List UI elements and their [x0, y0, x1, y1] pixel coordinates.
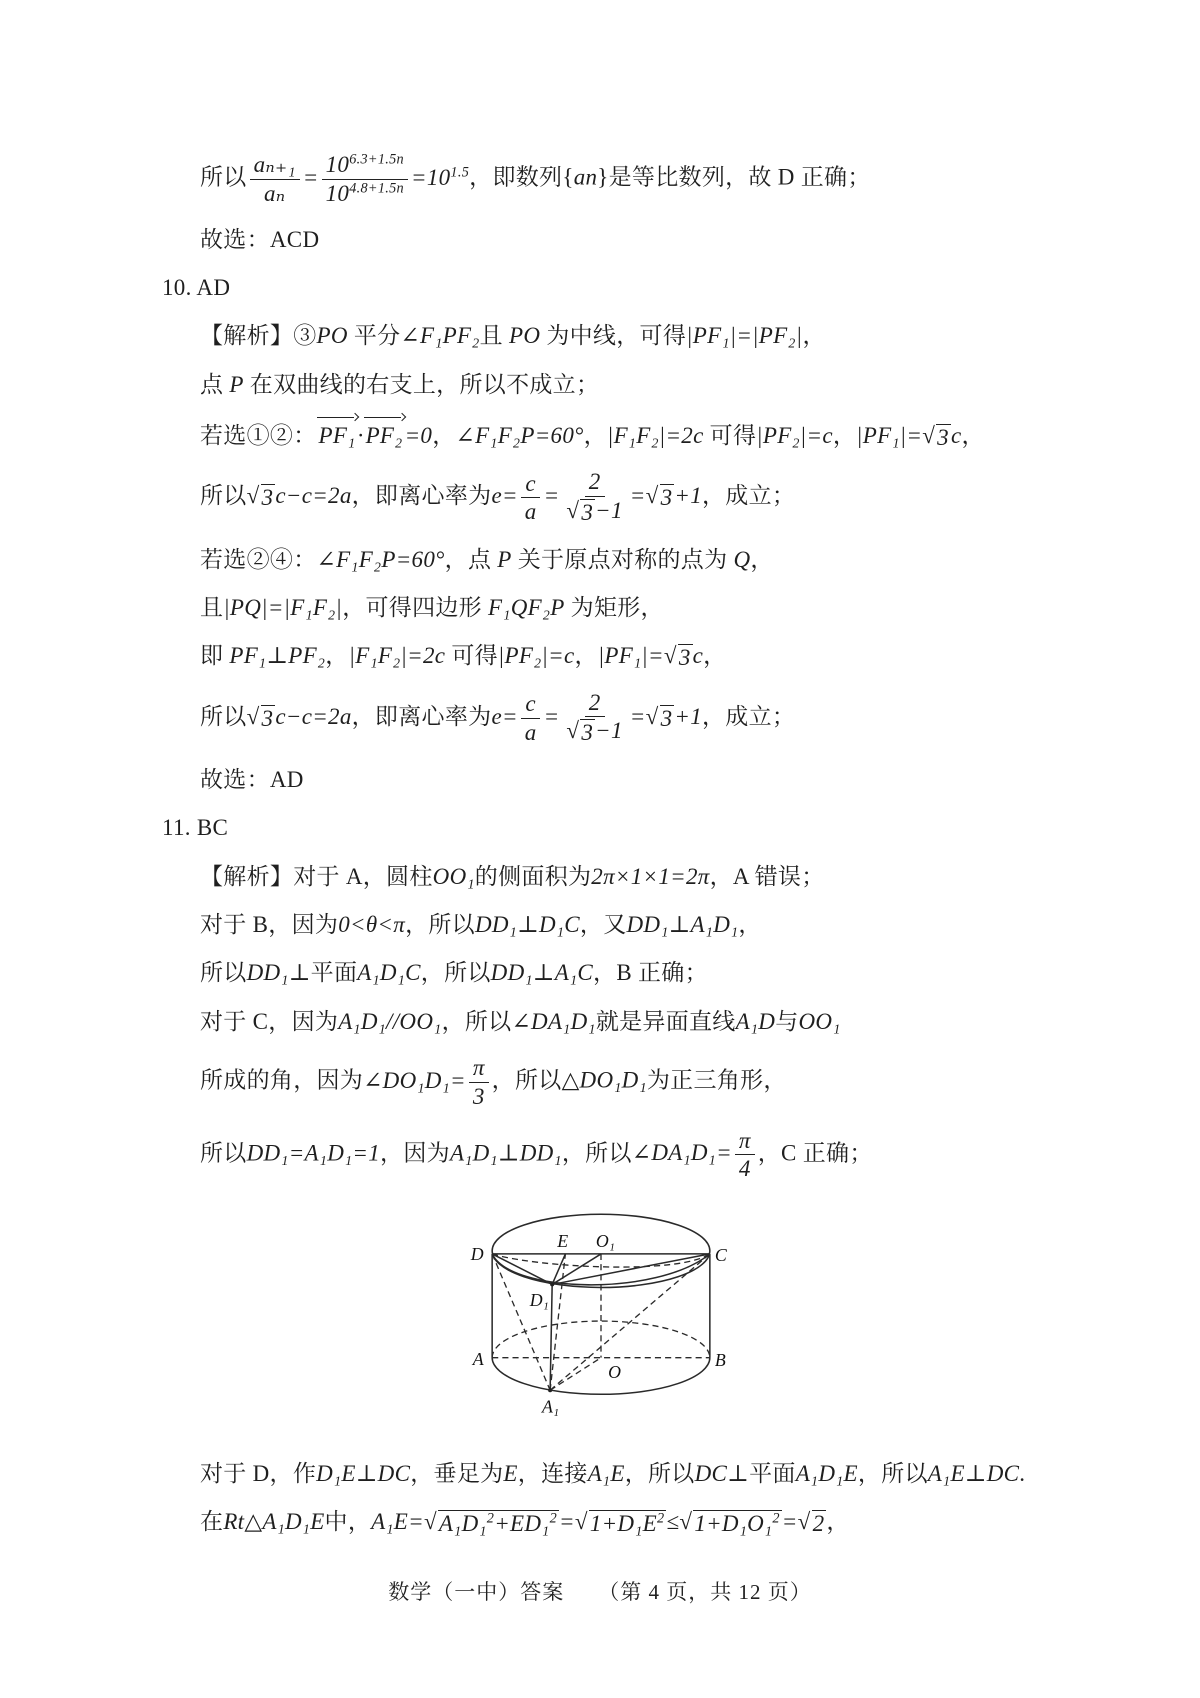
- math-expression: Rt△A₁D₁E: [223, 1509, 325, 1535]
- page-footer: [0, 1576, 1200, 1606]
- math-expression: ∠DO₁D₁= $\frac{\pi}{3}$: [363, 1068, 492, 1093]
- math-expression: A₁D₁C: [357, 960, 421, 986]
- math-expression: A₁D₁E: [795, 1461, 858, 1487]
- math-expression: D₁E⊥DC: [316, 1461, 411, 1487]
- footer-page-indicator: （第 4 页，共 12 页）: [598, 1580, 812, 1604]
- answer-line: 【解析】对于 A，圆柱OO₁的侧面积为2π×1×1=2π，A 错误；: [200, 863, 825, 889]
- math-expression: A₁E: [587, 1461, 625, 1487]
- answer-line: 故选：ACD: [200, 226, 320, 252]
- answer-line: 对于 B，因为0<θ<π，所以DD₁⊥D₁C，又DD₁⊥A₁D₁，: [200, 911, 762, 937]
- math-expression: P: [229, 371, 244, 397]
- math-expression: DD₁⊥A₁D₁: [626, 911, 739, 937]
- diagram-label-D1: D₁: [529, 1289, 549, 1310]
- answer-line: 所以 √ 3 c−c=2a，即离心率为e= $\frac{c}{a}$ = 2 √ 3 −1 = √ 3 +1，成立；: [200, 689, 796, 746]
- diagram-figure: [448, 1200, 754, 1435]
- diagram-label-O: O: [608, 1362, 621, 1383]
- math-expression: $\frac{\text{aₙ₊₁}}{\text{aₙ}}$ = $\frac{10^{6.3+1.5n}}{10^{4.8+1.5n}}$ $=10^{1.5}$: [247, 165, 470, 190]
- cylinder-diagram-svg: [448, 1200, 754, 1435]
- math-expression: DD₁⊥: [246, 960, 311, 986]
- diagram-label-B: B: [714, 1349, 726, 1370]
- math-expression: DD₁⊥A₁C: [490, 960, 594, 986]
- math-expression: 2π×1×1=2π: [591, 863, 710, 889]
- math-expression: ∠F₁F₂P=60°: [455, 422, 584, 448]
- math-expression: ∠DA₁D₁= $\frac{\pi}{4}$: [632, 1140, 758, 1165]
- answer-content: [0, 152, 1200, 1556]
- math-expression: DC⊥: [694, 1461, 750, 1487]
- math-expression: ∠DA₁D₁: [511, 1008, 596, 1034]
- answer-line: 若选②④：∠F₁F₂P=60°，点 P 关于原点对称的点为 Q，: [200, 546, 774, 572]
- math-expression: △DO₁D₁: [561, 1067, 647, 1093]
- math-expression: ∠F₁PF₂: [400, 323, 480, 349]
- diagram-label-E: E: [557, 1230, 569, 1251]
- math-expression: OO₁: [798, 1008, 841, 1034]
- answer-line: 所以DD₁=A₁D₁=1，因为A₁D₁⊥DD₁，所以∠DA₁D₁= $\frac{\pi}{4}$ ，C 正确；: [200, 1127, 873, 1182]
- math-expression: |PF₂|=c: [756, 422, 833, 448]
- math-expression: an: [573, 164, 598, 190]
- diagram-label-A1: A₁: [541, 1396, 560, 1417]
- math-expression: ∠F₁F₂P=60°: [316, 546, 445, 572]
- math-expression: E: [503, 1461, 518, 1487]
- math-expression: PO: [316, 323, 348, 349]
- math-expression: √ 3 c−c=2a: [246, 703, 352, 731]
- math-expression: PF₁⊥PF₂: [229, 643, 326, 669]
- answer-line: 对于 C，因为A₁D₁//OO₁，所以∠DA₁D₁就是异面直线A₁D与OO₁: [200, 1008, 841, 1034]
- question-number-line: 11. BC: [162, 815, 229, 841]
- math-expression: PF₁·PF₂=0: [317, 423, 433, 448]
- math-expression: DD₁=A₁D₁=1: [246, 1140, 381, 1166]
- question-number-line: 10. AD: [162, 274, 231, 300]
- answer-line: 若选①②：PF₁·PF₂=0，∠F₁F₂P=60°，|F₁F₂|=2c 可得|PF₂|=c，|PF₁|= √ 3 c，: [200, 422, 985, 450]
- math-expression: Q: [733, 546, 751, 572]
- diagram-dashed-lines: [492, 1254, 710, 1390]
- answer-line: 即 PF₁⊥PF₂，|F₁F₂|=2c 可得|PF₂|=c，|PF₁|= √ 3 c，: [200, 643, 727, 671]
- math-expression: OO₁: [432, 863, 475, 889]
- math-expression: P: [497, 546, 512, 572]
- math-expression: A₁D: [735, 1008, 776, 1034]
- math-expression: F₁QF₂P: [488, 594, 565, 620]
- diagram-label-O1: O₁: [595, 1230, 615, 1251]
- diagram-label-A: A: [472, 1348, 484, 1369]
- math-expression: √ 3 c−c=2a: [246, 483, 352, 511]
- math-expression: |F₁F₂|=2c: [606, 422, 704, 448]
- diagram-label-D: D: [470, 1244, 484, 1265]
- answer-line: 所以 √ 3 c−c=2a，即离心率为e= $\frac{c}{a}$ = 2 √ 3 −1 = √ 3 +1，成立；: [200, 469, 796, 526]
- footer-title: 数学（一中）答案: [388, 1580, 565, 1604]
- math-expression: 0<θ<π: [338, 911, 406, 937]
- answer-line: 且|PQ|=|F₁F₂|，可得四边形 F₁QF₂P 为矩形，: [200, 594, 664, 620]
- answer-line: 所以 $\frac{\text{aₙ₊₁}}{\text{aₙ}}$ = $\frac{10^{6.3+1.5n}}{10^{4.8+1.5n}}$ $=10^{1.5}$，即数列{an}是等比数列，故 D 正确；: [200, 151, 871, 206]
- math-expression: e= $\frac{c}{a}$ = 2 √ 3 −1 = √ 3 +1: [491, 469, 702, 526]
- math-expression: |PF₁|= √ 3 c: [856, 422, 962, 450]
- answer-line: 故选：AD: [200, 766, 304, 792]
- answer-line: 点 P 在双曲线的右支上，所以不成立；: [200, 371, 600, 397]
- math-expression: |PF₁|=|PF₂|: [686, 323, 803, 349]
- math-expression: A₁E⊥DC: [927, 1461, 1020, 1487]
- math-expression: A₁D₁⊥DD₁: [449, 1140, 562, 1166]
- math-expression: |PF₂|=c: [497, 643, 575, 669]
- math-expression: A₁E= √ A₁D₁$^2$+ED₁$^2$ = √ $1+D_1E^2$ ≤ √ 1+D₁O₁$^2$ = √ 2: [371, 1509, 825, 1537]
- diagram-label-C: C: [714, 1245, 727, 1266]
- answer-line: 对于 D，作D₁E⊥DC，垂足为E，连接A₁E，所以DC⊥平面A₁D₁E，所以A₁E⊥DC.: [200, 1461, 1026, 1487]
- answer-line: 所以DD₁⊥平面A₁D₁C，所以DD₁⊥A₁C，B 正确；: [200, 960, 708, 986]
- math-expression: e= $\frac{c}{a}$ = 2 √ 3 −1 = √ 3 +1: [491, 689, 702, 746]
- math-expression: |PQ|=|F₁F₂|: [223, 594, 343, 620]
- answer-line: 在Rt△A₁D₁E中，A₁E= √ A₁D₁$^2$+ED₁$^2$ = √ $1+D_1E^2$ ≤ √ 1+D₁O₁$^2$ = √ 2 ，: [200, 1509, 850, 1537]
- math-expression: DD₁⊥D₁C: [474, 911, 580, 937]
- answer-line: 【解析】③PO 平分∠F₁PF₂且 PO 为中线，可得|PF₁|=|PF₂|，: [200, 323, 826, 349]
- answer-line: 所成的角，因为∠DO₁D₁= $\frac{\pi}{3}$ ，所以△DO₁D₁为正三角形，: [200, 1055, 787, 1109]
- math-expression: PO: [509, 323, 541, 349]
- math-expression: |F₁F₂|=2c: [348, 643, 446, 669]
- math-expression: |PF₁|= √ 3 c: [597, 643, 704, 671]
- math-expression: A₁D₁//OO₁: [338, 1008, 442, 1034]
